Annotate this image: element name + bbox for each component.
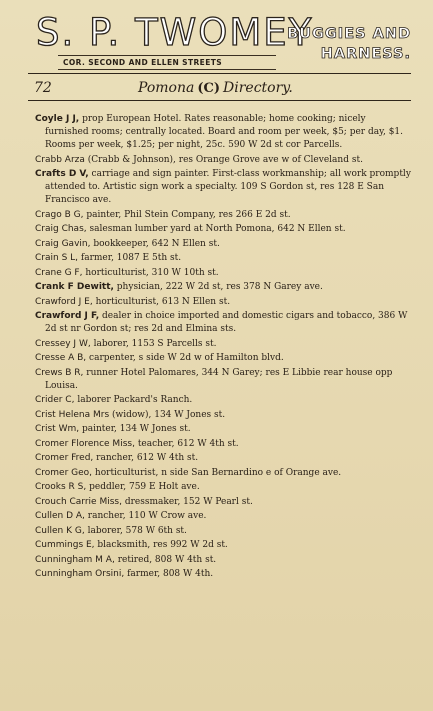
directory-entry bbox=[35, 467, 411, 480]
entry-details: (Crabb & Johnson), res Orange Grove ave w of Cleveland st. bbox=[87, 154, 363, 165]
header-rule-bottom bbox=[28, 100, 411, 101]
title-word: Directory. bbox=[223, 80, 293, 96]
entry-details: painter, Phil Stein Company, res 266 E 2d st. bbox=[86, 209, 291, 220]
entry-name: Cromer Fred, bbox=[35, 453, 94, 464]
entry-name: Crawford J F, bbox=[35, 311, 100, 322]
entry-details: farmer, 808 W 4th. bbox=[127, 569, 214, 580]
directory-entry bbox=[35, 481, 411, 494]
directory-entry bbox=[35, 168, 411, 207]
directory-entry bbox=[35, 539, 411, 552]
entry-details: horticulturist, 310 W 10th st. bbox=[85, 267, 219, 278]
entry-name: Craig Chas, bbox=[35, 224, 87, 235]
entry-details: bookkeeper, 642 N Ellen st. bbox=[93, 238, 220, 249]
entry-details: laborer Packard's Ranch. bbox=[77, 395, 193, 406]
entry-name: Crain S L, bbox=[35, 253, 79, 264]
ad-rule bbox=[58, 55, 276, 56]
directory-entry bbox=[35, 409, 411, 422]
entry-details: retired, 808 W 4th st. bbox=[117, 554, 217, 565]
entry-name: Crider C, bbox=[35, 395, 75, 406]
entry-details: rancher, 110 W Crow ave. bbox=[87, 511, 207, 522]
running-header bbox=[34, 78, 408, 100]
entry-name: Cullen K G, bbox=[35, 525, 85, 536]
entry-name: Crago B G, bbox=[35, 209, 84, 220]
directory-entry bbox=[35, 223, 411, 236]
page-number: 72 bbox=[34, 80, 52, 96]
entry-details: physician, 222 W 2d st, res 378 N Garey ave. bbox=[116, 282, 323, 293]
entry-name: Cummings E, bbox=[35, 540, 95, 551]
directory-entry bbox=[35, 438, 411, 451]
entry-name: Crawford J E, bbox=[35, 296, 93, 307]
entry-name: Crouch Carrie Miss, bbox=[35, 496, 122, 507]
entry-details: farmer, 1087 E 5th st. bbox=[80, 253, 182, 264]
entry-details: carpenter, s side W 2d w of Hamilton blvd. bbox=[89, 353, 284, 364]
entry-details: dealer in choice imported and domestic cigars and tobacco, 386 W 2d st nr Gordon st; res 2d and Elmina sts. bbox=[45, 311, 408, 335]
directory-entries bbox=[35, 113, 411, 583]
entry-details: teacher, 612 W 4th st. bbox=[137, 438, 239, 449]
entry-name: Cunningham Orsini, bbox=[35, 569, 125, 580]
advertiser-address: COR. SECOND AND ELLEN STREETS bbox=[63, 58, 223, 67]
directory-entry bbox=[35, 154, 411, 167]
entry-name: Crabb Arza bbox=[35, 154, 85, 165]
entry-details: runner Hotel Palomares, 344 N Garey; res E Libbie rear house opp Louisa. bbox=[45, 367, 393, 391]
directory-entry bbox=[35, 113, 411, 152]
entry-name: Crist Helena Mrs bbox=[35, 409, 110, 420]
advertiser-name: S. P. TWOMEY bbox=[36, 11, 314, 54]
directory-entry bbox=[35, 452, 411, 465]
entry-details: prop European Hotel. Rates reasonable; home cooking; nicely furnished rooms; centrally located. Board and room per week, $5; per day, $1. Rooms per week, $1.25; per night, 25c. 590 W 2d st cor Parcells. bbox=[45, 114, 404, 151]
entry-details: horticulturist, n side San Bernardino e of Orange ave. bbox=[94, 467, 342, 478]
directory-entry bbox=[35, 267, 411, 280]
advertisement-header bbox=[0, 0, 433, 78]
entry-name: Cromer Geo, bbox=[35, 467, 93, 478]
directory-entry bbox=[35, 281, 411, 294]
directory-entry bbox=[35, 510, 411, 523]
directory-entry bbox=[35, 525, 411, 538]
title-city: Pomona bbox=[138, 80, 195, 96]
ad-tagline-line-2: HARNESS. bbox=[320, 46, 411, 62]
directory-entry bbox=[35, 554, 411, 567]
ad-rule bbox=[58, 69, 276, 70]
entry-details: dressmaker, 152 W Pearl st. bbox=[124, 496, 253, 507]
directory-entry bbox=[35, 338, 411, 351]
header-rule-top bbox=[28, 73, 411, 74]
directory-title bbox=[138, 80, 293, 96]
entry-details: rancher, 612 W 4th st. bbox=[96, 453, 199, 464]
entry-details: painter, 134 W Jones st. bbox=[81, 424, 191, 435]
entry-name: Cromer Florence Miss, bbox=[35, 438, 135, 449]
directory-entry bbox=[35, 394, 411, 407]
directory-entry bbox=[35, 367, 411, 393]
entry-details: carriage and sign painter. First-class workmanship; all work promptly attended to. Artistic sign work a specialty. 109 S Gordon st, res 128 E San Francisco ave. bbox=[45, 169, 411, 206]
entry-name: Crane G F, bbox=[35, 267, 83, 278]
entry-name: Crafts D V, bbox=[35, 169, 89, 180]
entry-details: salesman lumber yard at North Pomona, 642 N Ellen st. bbox=[89, 224, 346, 235]
entry-name: Cunningham M A, bbox=[35, 554, 115, 565]
entry-name: Crist Wm, bbox=[35, 424, 80, 435]
entry-name: Crank F Dewitt, bbox=[35, 282, 114, 293]
entry-name: Craig Gavin, bbox=[35, 238, 91, 249]
entry-name: Crooks R S, bbox=[35, 482, 87, 493]
directory-entry bbox=[35, 568, 411, 581]
entry-details: laborer, 578 W 6th st. bbox=[87, 525, 187, 536]
directory-entry bbox=[35, 423, 411, 436]
directory-entry bbox=[35, 352, 411, 365]
entry-name: Crews B R, bbox=[35, 367, 84, 378]
directory-entry bbox=[35, 496, 411, 509]
directory-entry bbox=[35, 209, 411, 222]
entry-name: Cullen D A, bbox=[35, 511, 85, 522]
entry-details: blacksmith, res 992 W 2d st. bbox=[97, 540, 228, 551]
directory-entry bbox=[35, 296, 411, 309]
ad-tagline-line-1: BUGGIES AND bbox=[287, 26, 411, 42]
publisher-mark: (C) bbox=[197, 81, 221, 96]
entry-details: horticulturist, 613 N Ellen st. bbox=[95, 296, 231, 307]
directory-entry bbox=[35, 310, 411, 336]
entry-details: (widow), 134 W Jones st. bbox=[112, 409, 226, 420]
entry-details: laborer, 1153 S Parcells st. bbox=[93, 338, 217, 349]
entry-name: Coyle J J, bbox=[35, 114, 80, 124]
directory-entry bbox=[35, 238, 411, 251]
directory-entry bbox=[35, 252, 411, 265]
entry-details: peddler, 759 E Holt ave. bbox=[89, 482, 200, 493]
entry-name: Cressey J W, bbox=[35, 338, 91, 349]
entry-name: Cresse A B, bbox=[35, 353, 87, 364]
